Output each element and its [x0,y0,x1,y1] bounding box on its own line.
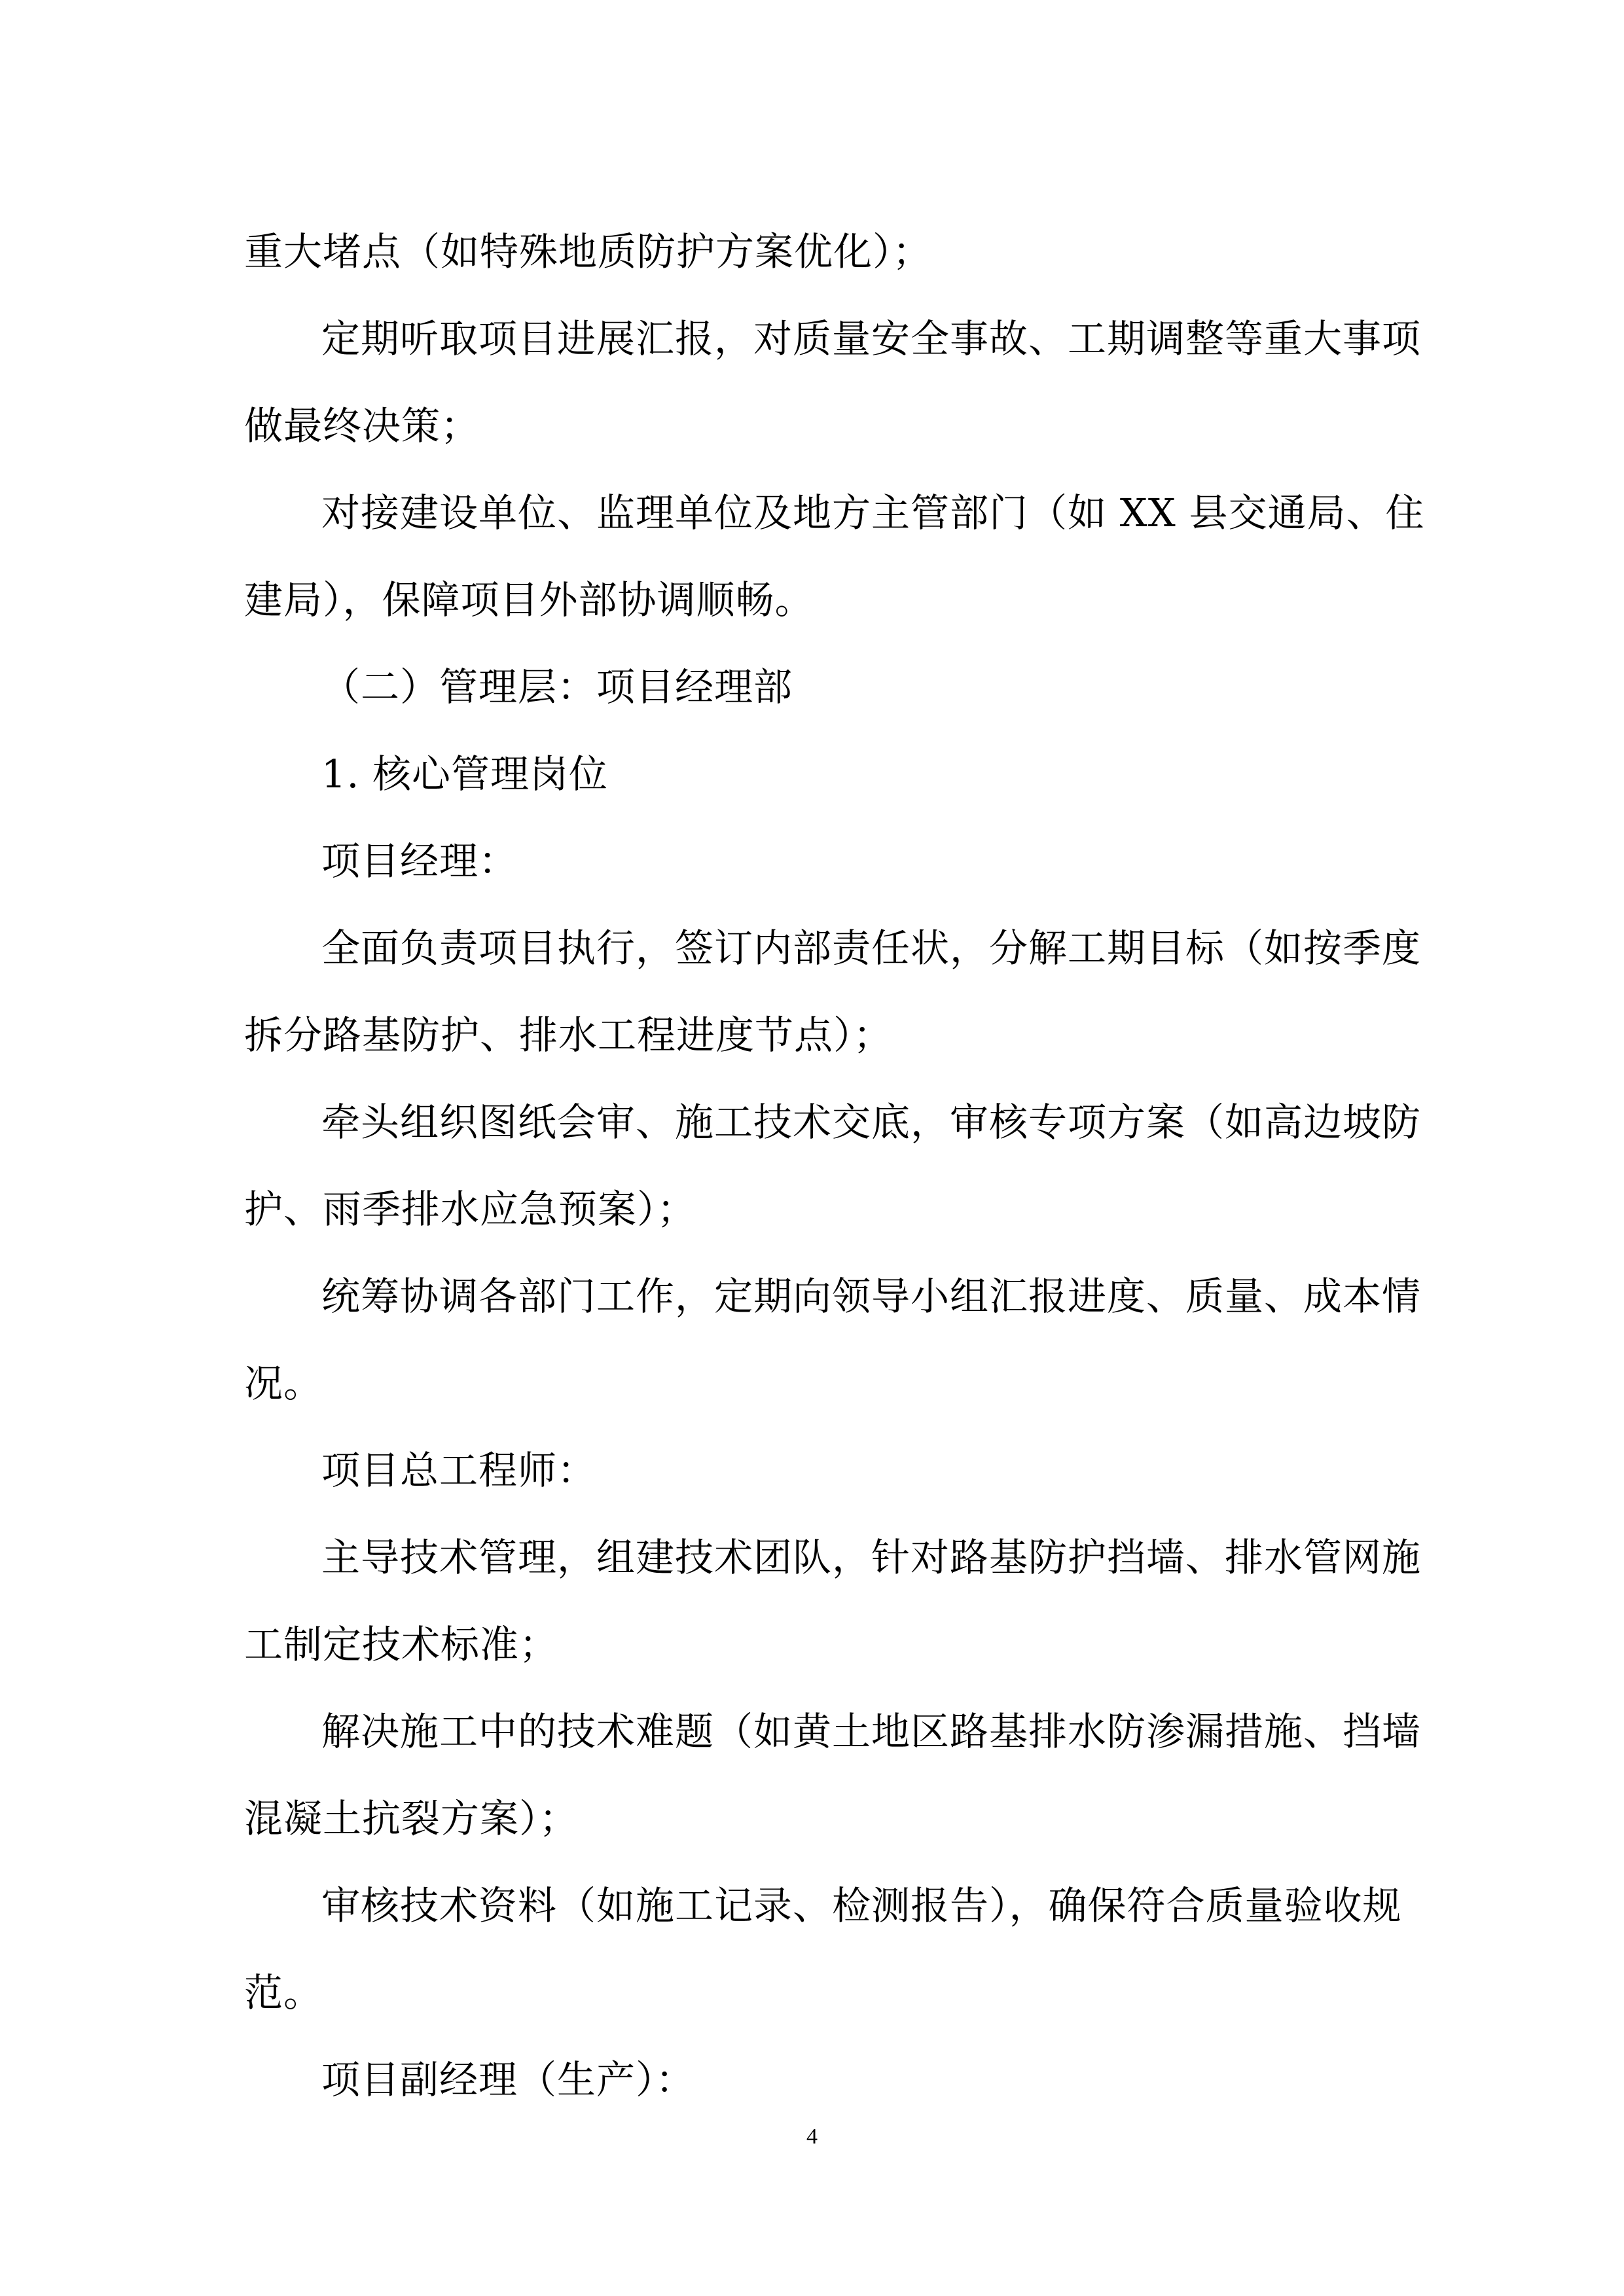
text-line: 重大堵点（如特殊地质防护方案优化）； [244,229,932,274]
text-line: 审核技术资料（如施工记录、检测报告），确保符合质量验收规 [321,1883,1402,1928]
text-line: 统筹协调各部门工作，定期向领导小组汇报进度、质量、成本情 [321,1274,1422,1319]
text-line: （二）管理层：项目经理部 [321,664,793,709]
text-line: 对接建设单位、监理单位及地方主管部门（如 XX 县交通局、住 [321,490,1425,535]
text-line: 拆分路基防护、排水工程进度节点）； [244,1013,893,1058]
text-line: 做最终决策； [244,403,480,448]
document-body [244,208,1425,2123]
text-line: 建局），保障项目外部协调顺畅。 [244,577,814,622]
page-number: 4 [806,2125,818,2149]
text-line: 项目经理： [321,838,518,884]
text-line: 牵头组织图纸会审、施工技术交底，审核专项方案（如高边坡防 [321,1100,1422,1145]
text-line: 1. 核心管理岗位 [321,751,609,797]
text-line: 范。 [244,1970,323,2015]
text-line: 项目总工程师： [321,1448,597,1493]
text-line: 混凝土抗裂方案）； [244,1796,579,1841]
text-line: 主导技术管理，组建技术团队，针对路基防护挡墙、排水管网施 [321,1535,1422,1580]
text-line: 工制定技术标准； [244,1622,559,1667]
text-line: 全面负责项目执行，签订内部责任状，分解工期目标（如按季度 [321,925,1422,971]
text-line: 项目副经理（生产）： [321,2057,695,2102]
text-line: 况。 [244,1361,323,1406]
text-line: 定期听取项目进展汇报，对质量安全事故、工期调整等重大事项 [321,316,1422,361]
text-line: 护、雨季排水应急预案）； [244,1187,696,1232]
text-line: 解决施工中的技术难题（如黄土地区路基排水防渗漏措施、挡墙 [321,1709,1422,1754]
